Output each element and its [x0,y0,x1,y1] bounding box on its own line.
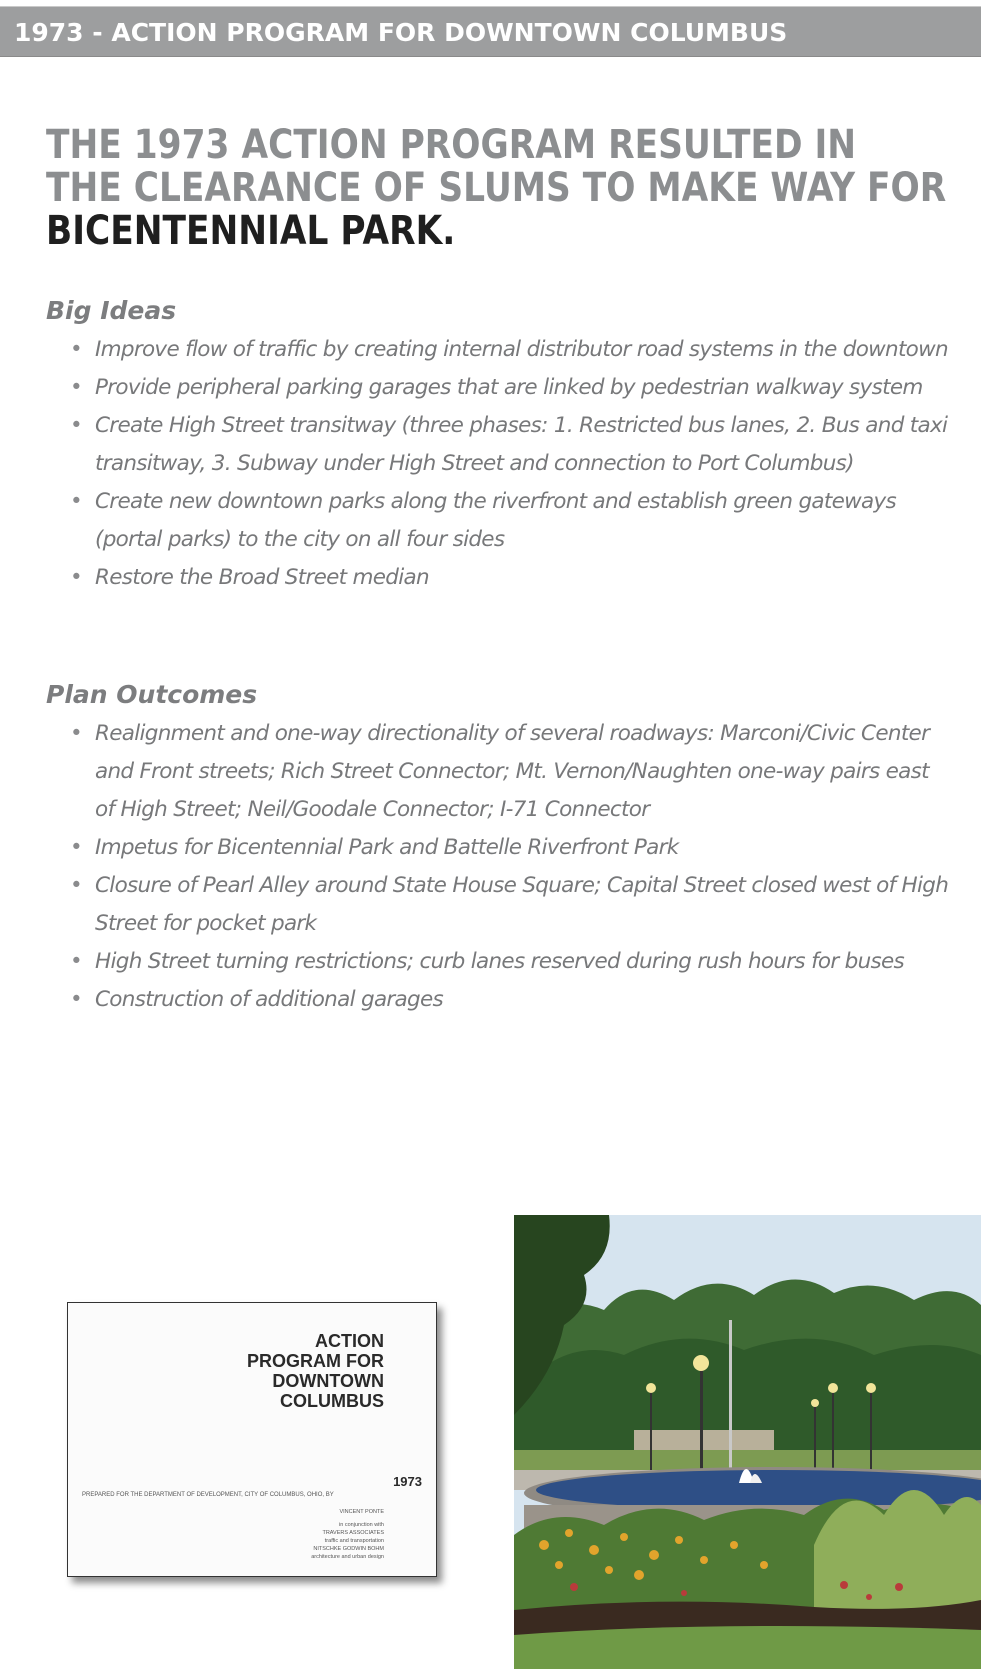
headline-line-1: THE 1973 ACTION PROGRAM RESULTED IN [46,122,857,168]
list-item: • Construction of additional garages [70,981,950,1019]
cover-credit-line: traffic and transportation [324,1538,384,1544]
cover-year: 1973 [393,1474,422,1489]
headline-line-3: BICENTENNIAL PARK. [46,208,456,254]
park-fountain-illustration [514,1215,981,1669]
cover-title-line: COLUMBUS [280,1391,384,1411]
cover-credit-line: TRAVERS ASSOCIATES [322,1530,384,1536]
list-item: • Impetus for Bicentennial Park and Battelle Riverfront Park [70,829,950,867]
cover-credit-line: in conjunction with [339,1522,384,1528]
list-item: • Realignment and one-way directionality of several roadways: Marconi/Civic Center and Front streets; Rich Street Connector; Mt. Vernon/Naughten one-way pairs east of High Street; Neil/Goodale Connector; I-71 Connector [70,715,950,829]
cover-title-line: ACTION [315,1331,384,1351]
header-bar [0,6,981,57]
plan-outcomes-list [70,715,950,1019]
cover-credit-line: architecture and urban design [311,1554,384,1560]
cover-credit-line: VINCENT PONTE [339,1509,384,1515]
list-item: • Closure of Pearl Alley around State House Square; Capital Street closed west of High Street for pocket park [70,867,950,943]
list-item: • Create High Street transitway (three phases: 1. Restricted bus lanes, 2. Bus and taxi transitway, 3. Subway under High Street and connection to Port Columbus) [70,407,950,483]
header-title: 1973 - ACTION PROGRAM FOR DOWNTOWN COLUMBUS [14,18,788,47]
list-item: • Improve flow of traffic by creating internal distributor road systems in the downtown [70,331,950,369]
big-ideas-list [70,331,950,597]
cover-title-line: PROGRAM FOR [247,1351,384,1371]
list-item: • Provide peripheral parking garages that are linked by pedestrian walkway system [70,369,950,407]
list-item: • Restore the Broad Street median [70,559,950,597]
cover-prepared-by: PREPARED FOR THE DEPARTMENT OF DEVELOPMENT, CITY OF COLUMBUS, OHIO, BY [82,1492,334,1498]
list-item: • Create new downtown parks along the riverfront and establish green gateways (portal parks) to the city on all four sides [70,483,950,559]
cover-title [184,1331,384,1411]
cover-credits [311,1508,384,1561]
cover-title-line: DOWNTOWN [272,1371,384,1391]
report-cover-image [67,1302,437,1577]
page-headline [46,122,947,254]
bicentennial-park-photo [514,1215,981,1669]
plan-outcomes-title: Plan Outcomes [46,680,258,709]
big-ideas-title: Big Ideas [46,296,177,325]
list-item: • High Street turning restrictions; curb lanes reserved during rush hours for buses [70,943,950,981]
cover-credit-line: NITSCHKE GODWIN BOHM [313,1546,384,1552]
headline-line-2: THE CLEARANCE OF SLUMS TO MAKE WAY FOR [46,165,947,211]
